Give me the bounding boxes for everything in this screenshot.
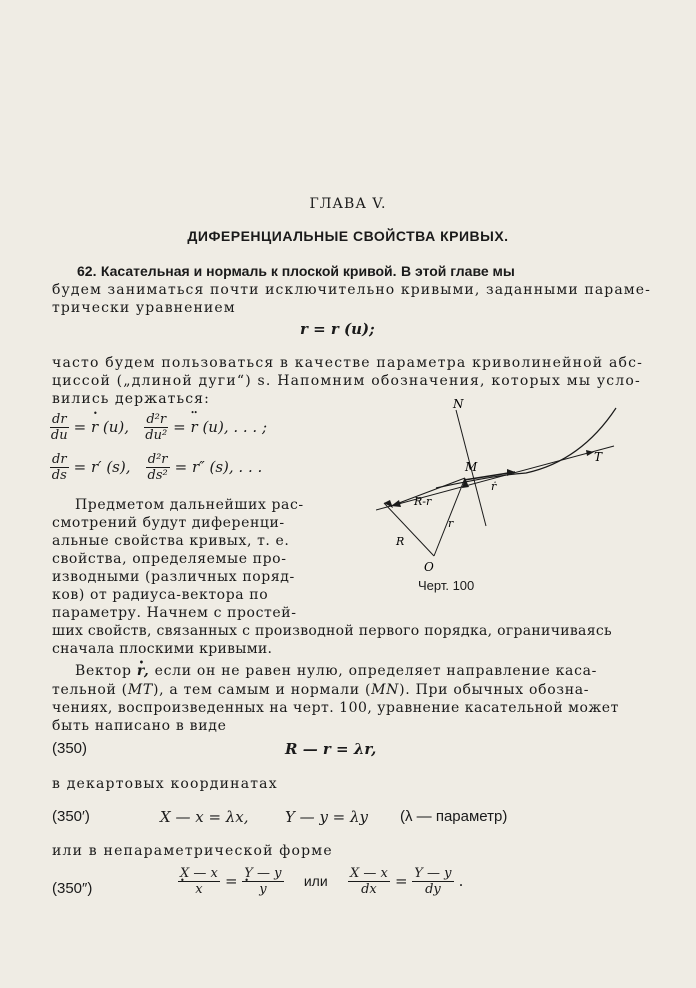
para2-line-3: вились держаться: bbox=[52, 391, 210, 407]
label-r: r bbox=[448, 517, 454, 530]
figure-100 bbox=[376, 393, 626, 573]
eq350-formula: R — r = λr, bbox=[285, 740, 377, 758]
para4-line-2: тельной (MT), а тем самым и нормали (MN). При обычных обозна- bbox=[52, 682, 590, 698]
fraction-b: Y — y • y bbox=[242, 866, 283, 897]
radius-vector-R bbox=[384, 503, 434, 556]
deriv-rhs-1: • r (u), bbox=[91, 418, 129, 436]
curve bbox=[436, 408, 616, 488]
para2-line-1: часто будем пользоваться в качестве параметра криволинейной абс- bbox=[52, 355, 644, 371]
label-N: N bbox=[453, 397, 464, 411]
deriv-rhs-3: r′ (s), bbox=[90, 458, 131, 476]
section-line-1 bbox=[77, 262, 515, 281]
derivative-line-2: $\frac{dr}{ds}$ = r′ (s), $\frac{\text{d²r}}{\text{ds²}}$ = r″ (s), . . . bbox=[51, 452, 263, 483]
section-line-2: будем заниматься почти исключительно кривыми, заданными параме- bbox=[52, 282, 651, 298]
fraction-d: $\frac{Y — y}{dy}$ bbox=[414, 866, 452, 897]
tangent-line bbox=[376, 446, 614, 510]
equation-main: r = r (u); bbox=[300, 320, 375, 338]
para3-line-5: изводными (различных поряд- bbox=[52, 569, 295, 585]
eq350pp-number: (350″) bbox=[52, 880, 93, 897]
eq350p-part2: Y — y = λy bbox=[285, 808, 368, 826]
para3-line-9: сначала плоскими кривыми. bbox=[52, 641, 273, 657]
derivative-line-1: $\frac{dr}{du}$ = • r (u), $\frac{\text{d²r}}{\text{du²}}$ = •• r (u), . . . ; bbox=[50, 412, 267, 443]
r-dot-symbol: • r, bbox=[137, 662, 150, 680]
label-r-dot: ṙ bbox=[491, 480, 497, 493]
label-T: T bbox=[594, 450, 603, 464]
fraction-dr-du: $\frac{dr}{du}$ bbox=[50, 412, 68, 443]
label-M: M bbox=[465, 460, 478, 474]
fraction-d2r-ds2: $\frac{\text{d²r}}{\text{ds²}}$ bbox=[147, 452, 168, 483]
section-heading: Касательная и нормаль к плоской кривой. bbox=[100, 263, 397, 279]
para4-line-1: Вектор • r, если он не равен нулю, определяет направление каса- bbox=[75, 662, 597, 680]
deriv-rhs-4: r″ (s), . . . bbox=[191, 458, 263, 476]
para4-line-4: быть написано в виде bbox=[52, 718, 227, 734]
para3-line-8: ших свойств, связанных с производной первого порядка, ограничиваясь bbox=[52, 623, 612, 639]
eq350p-number: (350′) bbox=[52, 808, 90, 825]
chapter-title: ДИФЕРЕНЦИАЛЬНЫЕ СВОЙСТВА КРИВЫХ. bbox=[187, 228, 509, 244]
para4-line-3: чениях, воспроизведенных на черт. 100, уравнение касательной может bbox=[52, 700, 619, 716]
section-line-3: трически уравнением bbox=[52, 300, 236, 316]
label-O: O bbox=[424, 560, 434, 573]
fraction-c: $\frac{X — x}{dx}$ bbox=[350, 866, 388, 897]
fraction-a: X — x • x bbox=[178, 866, 220, 897]
para3-line-7: параметру. Начнем с простей- bbox=[52, 605, 297, 621]
para3-line-1: Предметом дальнейших рас- bbox=[75, 497, 304, 513]
arrowhead-R-minus-r bbox=[391, 500, 401, 507]
word-or: или bbox=[303, 873, 328, 889]
eq350p-part1: X — x = λx, bbox=[160, 808, 249, 826]
deriv-rhs-2: •• r (u), . . . ; bbox=[191, 418, 268, 436]
chapter-heading: ГЛАВА V. bbox=[309, 196, 387, 212]
para2-line-2: циссой („длиной дуги“) s. Напомним обозначения, которых мы усло- bbox=[52, 373, 641, 389]
arrowhead-T bbox=[586, 450, 594, 456]
label-R: R bbox=[396, 535, 405, 548]
fraction-d2r-du2: $\frac{\text{d²r}}{\text{du²}}$ bbox=[145, 412, 168, 443]
figure-caption: Черт. 100 bbox=[418, 578, 475, 593]
para3-line-6: ков) от радиуса-вектора по bbox=[52, 587, 269, 603]
section-number: 62. bbox=[77, 263, 97, 279]
text-decartes: в декартовых координатах bbox=[52, 776, 278, 792]
section-intro: В этой главе мы bbox=[401, 263, 515, 279]
para3-line-3: альные свойства кривых, т. е. bbox=[52, 533, 290, 549]
label-R-minus-r: R-r bbox=[414, 495, 432, 508]
fraction-dr-ds: $\frac{dr}{ds}$ bbox=[51, 452, 67, 483]
eq350pp-formula: X — x • x = Y — y • y или $\frac{X — x}{dx}$ = $\frac{Y — y}{dy}$ . bbox=[178, 866, 463, 897]
para3-line-4: свойства, определяемые про- bbox=[52, 551, 287, 567]
para3-line-2: смотрений будут диференци- bbox=[52, 515, 285, 531]
eq350p-part3: (λ — параметр) bbox=[400, 808, 508, 825]
text-nonparametric: или в непараметрической форме bbox=[52, 843, 333, 859]
eq350-number: (350) bbox=[52, 740, 88, 757]
